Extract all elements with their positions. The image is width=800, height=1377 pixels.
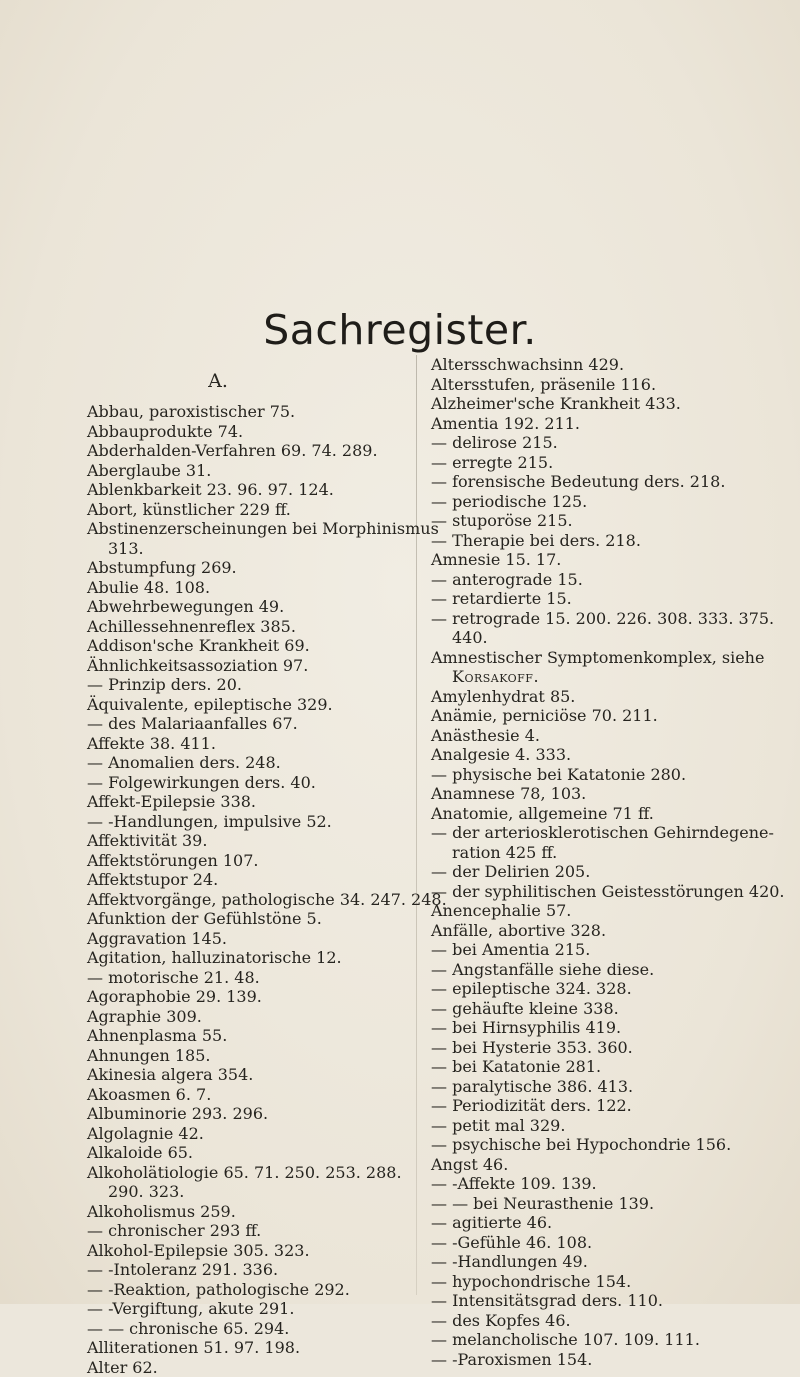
index-entry xyxy=(431,628,731,648)
index-entry-text: Amnesie 15. 17. xyxy=(431,550,561,569)
index-entry-text: — -Vergiftung, akute 291. xyxy=(87,1299,294,1318)
index-entry-text: Affektstupor 24. xyxy=(87,870,218,889)
index-entry-text: Ahnungen 185. xyxy=(87,1046,211,1065)
index-entry-text: Agitation, halluzinatorische 12. xyxy=(87,948,342,967)
index-entry xyxy=(87,870,370,890)
index-entry-text: Affektvorgänge, pathologische 34. 247. 248. xyxy=(87,890,447,909)
index-entry-text: Ähnlichkeitsassoziation 97. xyxy=(87,656,308,675)
index-entry xyxy=(87,1046,370,1066)
index-entry xyxy=(431,667,731,687)
index-entry xyxy=(87,1221,370,1241)
index-entry-text: Anfälle, abortive 328. xyxy=(431,921,606,940)
index-entry-text: — bei Amentia 215. xyxy=(431,940,590,959)
index-entry-text: Albuminorie 293. 296. xyxy=(87,1104,268,1123)
index-entry xyxy=(87,1007,370,1027)
index-entry xyxy=(87,1338,370,1358)
section-letter: A. xyxy=(198,370,238,392)
index-entry-text: — — bei Neurasthenie 139. xyxy=(431,1194,654,1213)
index-entry-text: Affektivität 39. xyxy=(87,831,207,850)
index-entry-text: Alzheimer'sche Krankheit 433. xyxy=(431,394,681,413)
index-entry xyxy=(431,394,731,414)
index-entry xyxy=(87,558,370,578)
index-entry-text: — gehäufte kleine 338. xyxy=(431,999,619,1018)
index-entry-text: Amentia 192. 211. xyxy=(431,414,580,433)
index-entry xyxy=(87,1065,370,1085)
index-entry xyxy=(87,929,370,949)
right-index-column xyxy=(431,355,731,1369)
index-entry xyxy=(431,999,731,1019)
index-entry-text: Alter 62. xyxy=(87,1358,158,1377)
index-entry-text: Abort, künstlicher 229 ff. xyxy=(87,500,291,519)
index-entry-text: Affektstörungen 107. xyxy=(87,851,259,870)
index-entry xyxy=(87,461,370,481)
index-entry xyxy=(87,890,370,910)
index-entry xyxy=(87,1202,370,1222)
index-entry xyxy=(431,1155,731,1175)
index-entry xyxy=(87,519,370,539)
index-entry-text: — petit mal 329. xyxy=(431,1116,565,1135)
index-entry-text: — — chronische 65. 294. xyxy=(87,1319,289,1338)
index-entry-text: — Anomalien ders. 248. xyxy=(87,753,281,772)
index-entry xyxy=(431,1233,731,1253)
index-entry-text: — -Intoleranz 291. 336. xyxy=(87,1260,278,1279)
index-entry xyxy=(87,909,370,929)
index-entry-text: — des Kopfes 46. xyxy=(431,1311,571,1330)
index-entry-text: Aberglaube 31. xyxy=(87,461,211,480)
index-entry xyxy=(87,480,370,500)
index-entry xyxy=(87,1319,370,1339)
index-entry xyxy=(87,539,370,559)
index-entry xyxy=(431,1135,731,1155)
index-entry-text: Algolagnie 42. xyxy=(87,1124,204,1143)
index-entry-text: — des Malariaanfalles 67. xyxy=(87,714,298,733)
index-entry xyxy=(87,402,370,422)
index-entry-text: Abwehrbewegungen 49. xyxy=(87,597,284,616)
index-entry-text: 440. xyxy=(452,628,488,647)
index-entry-text: Korsakoff. xyxy=(452,667,539,686)
index-entry-text: — -Affekte 109. 139. xyxy=(431,1174,597,1193)
index-entry-text: — erregte 215. xyxy=(431,453,553,472)
index-entry-text: Agoraphobie 29. 139. xyxy=(87,987,262,1006)
index-entry xyxy=(431,882,731,902)
index-entry-text: — -Handlungen 49. xyxy=(431,1252,588,1271)
index-entry-text: Alkoholätiologie 65. 71. 250. 253. 288. xyxy=(87,1163,402,1182)
index-entry xyxy=(431,1174,731,1194)
index-entry xyxy=(87,1260,370,1280)
index-entry xyxy=(87,617,370,637)
index-entry xyxy=(431,1291,731,1311)
index-entry-text: — melancholische 107. 109. 111. xyxy=(431,1330,700,1349)
index-entry-text: — Angstanfälle siehe diese. xyxy=(431,960,654,979)
index-entry xyxy=(87,812,370,832)
index-entry-text: — der arteriosklerotischen Gehirndegene- xyxy=(431,823,774,842)
index-entry xyxy=(87,695,370,715)
index-entry xyxy=(431,1350,731,1370)
index-entry-text: Alkoholismus 259. xyxy=(87,1202,236,1221)
index-entry xyxy=(87,1280,370,1300)
index-entry xyxy=(431,414,731,434)
index-entry xyxy=(87,948,370,968)
index-entry-text: — epileptische 324. 328. xyxy=(431,979,632,998)
index-entry-text: — stuporöse 215. xyxy=(431,511,573,530)
index-entry xyxy=(87,714,370,734)
index-entry xyxy=(431,979,731,999)
index-entry xyxy=(431,1272,731,1292)
index-entry xyxy=(87,987,370,1007)
index-entry xyxy=(87,422,370,442)
index-entry xyxy=(431,433,731,453)
index-entry-text: — der syphilitischen Geistesstörungen 420. xyxy=(431,882,785,901)
index-entry-text: Anatomie, allgemeine 71 ff. xyxy=(431,804,654,823)
index-entry-text: — Intensitätsgrad ders. 110. xyxy=(431,1291,663,1310)
index-entry-text: 290. 323. xyxy=(108,1182,184,1201)
index-entry xyxy=(431,1311,731,1331)
index-entry-text: Amylenhydrat 85. xyxy=(431,687,575,706)
index-entry xyxy=(431,921,731,941)
index-entry-text: Abulie 48. 108. xyxy=(87,578,210,597)
index-entry-text: — anterograde 15. xyxy=(431,570,583,589)
index-entry-text: — chronischer 293 ff. xyxy=(87,1221,261,1240)
index-entry xyxy=(431,784,731,804)
index-entry-text: — hypochondrische 154. xyxy=(431,1272,631,1291)
index-entry xyxy=(87,968,370,988)
index-entry xyxy=(87,656,370,676)
index-entry-text: Achillessehnenreflex 385. xyxy=(87,617,296,636)
index-entry xyxy=(431,472,731,492)
index-entry xyxy=(431,843,731,863)
index-entry-text: — psychische bei Hypochondrie 156. xyxy=(431,1135,731,1154)
index-entry-text: Alliterationen 51. 97. 198. xyxy=(87,1338,300,1357)
index-entry xyxy=(87,675,370,695)
index-entry-text: — der Delirien 205. xyxy=(431,862,590,881)
index-entry xyxy=(87,636,370,656)
index-entry-text: Anamnese 78, 103. xyxy=(431,784,586,803)
index-entry-text: — retardierte 15. xyxy=(431,589,572,608)
index-entry xyxy=(431,1330,731,1350)
index-entry xyxy=(431,492,731,512)
index-entry-text: Agraphie 309. xyxy=(87,1007,202,1026)
index-entry xyxy=(431,862,731,882)
index-entry xyxy=(431,550,731,570)
index-entry-text: Abstinenzerscheinungen bei Morphinismus xyxy=(87,519,439,538)
index-entry-text: — physische bei Katatonie 280. xyxy=(431,765,686,784)
index-entry-text: — -Handlungen, impulsive 52. xyxy=(87,812,332,831)
index-entry xyxy=(87,792,370,812)
left-index-column xyxy=(87,402,370,1377)
index-entry xyxy=(87,1182,370,1202)
index-entry-text: — Prinzip ders. 20. xyxy=(87,675,242,694)
index-entry xyxy=(431,648,731,668)
index-entry-text: Anästhesie 4. xyxy=(431,726,540,745)
index-entry xyxy=(431,1252,731,1272)
index-entry xyxy=(431,1213,731,1233)
index-entry xyxy=(431,1057,731,1077)
index-entry xyxy=(87,597,370,617)
index-entry xyxy=(431,1116,731,1136)
index-entry xyxy=(87,1143,370,1163)
index-entry-text: — paralytische 386. 413. xyxy=(431,1077,633,1096)
index-entry-text: — periodische 125. xyxy=(431,492,587,511)
index-entry xyxy=(431,1038,731,1058)
index-entry xyxy=(87,1358,370,1377)
index-entry-text: Affekte 38. 411. xyxy=(87,734,216,753)
index-entry-text: — -Gefühle 46. 108. xyxy=(431,1233,592,1252)
index-entry-text: Amnestischer Symptomenkomplex, siehe xyxy=(431,648,764,667)
index-entry-text: Angst 46. xyxy=(431,1155,508,1174)
index-entry-text: 313. xyxy=(108,539,144,558)
index-entry-text: — agitierte 46. xyxy=(431,1213,552,1232)
index-entry xyxy=(87,734,370,754)
index-entry xyxy=(87,1026,370,1046)
index-entry-text: Addison'sche Krankheit 69. xyxy=(87,636,310,655)
index-entry xyxy=(431,765,731,785)
index-entry-text: ration 425 ff. xyxy=(452,843,557,862)
index-entry-text: Äquivalente, epileptische 329. xyxy=(87,695,333,714)
page-title: Sachregister. xyxy=(0,306,800,354)
index-entry xyxy=(87,441,370,461)
index-entry-text: Altersstufen, präsenile 116. xyxy=(431,375,656,394)
index-entry xyxy=(431,706,731,726)
index-entry xyxy=(431,1077,731,1097)
index-entry-text: Aggravation 145. xyxy=(87,929,227,948)
index-entry xyxy=(431,570,731,590)
index-entry xyxy=(431,687,731,707)
index-entry xyxy=(87,831,370,851)
index-entry xyxy=(431,1194,731,1214)
index-entry xyxy=(431,940,731,960)
index-entry xyxy=(431,823,731,843)
index-entry-text: Ablenkbarkeit 23. 96. 97. 124. xyxy=(87,480,334,499)
index-entry xyxy=(431,453,731,473)
index-entry xyxy=(87,773,370,793)
index-entry xyxy=(87,1163,370,1183)
index-entry-text: Alkaloide 65. xyxy=(87,1143,193,1162)
index-entry xyxy=(431,1096,731,1116)
index-entry-text: Analgesie 4. 333. xyxy=(431,745,571,764)
index-entry-text: — bei Katatonie 281. xyxy=(431,1057,601,1076)
index-entry xyxy=(87,1085,370,1105)
index-entry-text: — delirose 215. xyxy=(431,433,558,452)
index-entry-text: Afunktion der Gefühlstöne 5. xyxy=(87,909,322,928)
index-entry-text: Abbauprodukte 74. xyxy=(87,422,243,441)
index-entry xyxy=(87,500,370,520)
index-entry-text: Abstumpfung 269. xyxy=(87,558,237,577)
index-entry-text: Akoasmen 6. 7. xyxy=(87,1085,211,1104)
index-entry-text: — forensische Bedeutung ders. 218. xyxy=(431,472,725,491)
index-entry xyxy=(431,531,731,551)
index-entry-text: — bei Hysterie 353. 360. xyxy=(431,1038,633,1057)
index-entry-text: Abbau, paroxistischer 75. xyxy=(87,402,295,421)
index-entry-text: Anämie, perniciöse 70. 211. xyxy=(431,706,658,725)
index-entry-text: — -Reaktion, pathologische 292. xyxy=(87,1280,350,1299)
index-entry xyxy=(431,901,731,921)
index-entry-text: — bei Hirnsyphilis 419. xyxy=(431,1018,621,1037)
index-entry-text: Ahnenplasma 55. xyxy=(87,1026,227,1045)
index-entry xyxy=(87,578,370,598)
index-entry-text: Alkohol-Epilepsie 305. 323. xyxy=(87,1241,310,1260)
index-entry xyxy=(431,1018,731,1038)
index-entry-text: Anencephalie 57. xyxy=(431,901,571,920)
index-entry-text: — Folgewirkungen ders. 40. xyxy=(87,773,316,792)
index-entry xyxy=(431,609,731,629)
index-entry-text: — -Paroxismen 154. xyxy=(431,1350,592,1369)
index-entry-text: — Therapie bei ders. 218. xyxy=(431,531,641,550)
index-entry xyxy=(431,726,731,746)
index-entry xyxy=(87,1124,370,1144)
index-entry xyxy=(87,1241,370,1261)
index-entry xyxy=(87,1104,370,1124)
index-entry xyxy=(431,804,731,824)
column-divider xyxy=(416,355,417,1295)
index-entry xyxy=(87,753,370,773)
index-entry xyxy=(431,589,731,609)
index-entry xyxy=(431,511,731,531)
index-entry xyxy=(431,355,731,375)
index-entry-text: Abderhalden-Verfahren 69. 74. 289. xyxy=(87,441,378,460)
index-entry xyxy=(431,375,731,395)
index-entry xyxy=(87,851,370,871)
index-entry-text: — retrograde 15. 200. 226. 308. 333. 375. xyxy=(431,609,774,628)
index-entry-text: — motorische 21. 48. xyxy=(87,968,260,987)
index-entry xyxy=(431,745,731,765)
index-entry xyxy=(431,960,731,980)
index-entry-text: Affekt-Epilepsie 338. xyxy=(87,792,256,811)
index-entry xyxy=(87,1299,370,1319)
index-entry-text: Altersschwachsinn 429. xyxy=(431,355,624,374)
index-entry-text: Akinesia algera 354. xyxy=(87,1065,253,1084)
index-entry-text: — Periodizität ders. 122. xyxy=(431,1096,632,1115)
